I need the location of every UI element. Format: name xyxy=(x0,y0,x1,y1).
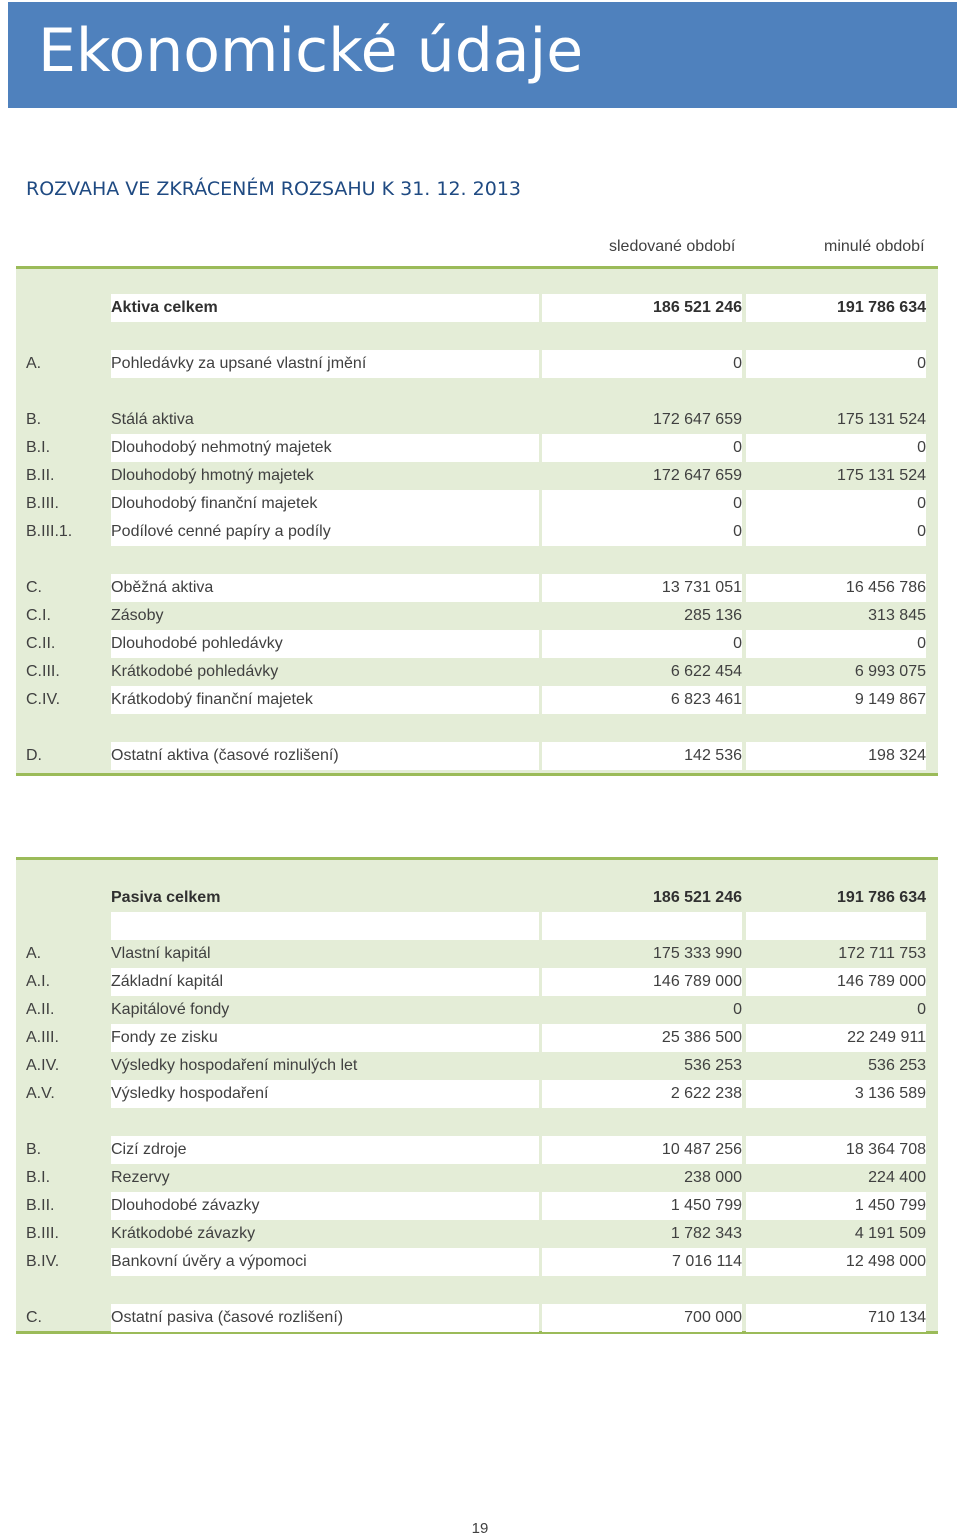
liabilities-code xyxy=(26,884,110,912)
assets-prev: 198 324 xyxy=(746,742,926,770)
liabilities-cur: 25 386 500 xyxy=(542,1024,742,1052)
liabilities-code: B. xyxy=(26,1141,42,1158)
assets-code: D. xyxy=(26,747,42,764)
liabilities-cur: 1 782 343 xyxy=(670,1225,742,1242)
liabilities-cur: 0 xyxy=(733,1001,742,1018)
liabilities-code: C. xyxy=(26,1309,42,1326)
liabilities-row xyxy=(16,996,938,1024)
column-header-current: sledované období xyxy=(609,238,736,255)
liabilities-row xyxy=(16,1192,938,1220)
assets-label: Zásoby xyxy=(111,607,164,624)
liabilities-code: B.IV. xyxy=(26,1253,60,1270)
liabilities-code: A.I. xyxy=(26,973,51,990)
liabilities-row xyxy=(16,1248,938,1276)
assets-cur: 142 536 xyxy=(542,742,742,770)
assets-code: B.I. xyxy=(26,439,51,456)
liabilities-row xyxy=(16,968,938,996)
assets-prev: 16 456 786 xyxy=(746,574,926,602)
assets-cur: 0 xyxy=(542,518,742,546)
assets-code: C. xyxy=(26,579,42,596)
assets-prev: 175 131 524 xyxy=(837,411,926,428)
assets-label: Aktiva celkem xyxy=(111,294,539,322)
assets-code: B.II. xyxy=(26,467,55,484)
spacer-cell xyxy=(542,912,742,940)
liabilities-code: A. xyxy=(26,945,42,962)
assets-prev: 6 993 075 xyxy=(854,663,926,680)
liabilities-label: Výsledky hospodaření minulých let xyxy=(111,1057,358,1074)
assets-label: Podílové cenné papíry a podíly xyxy=(111,518,539,546)
assets-row xyxy=(16,574,938,602)
page-number: 19 xyxy=(471,1520,489,1537)
liabilities-row xyxy=(16,1304,938,1332)
liabilities-prev: 224 400 xyxy=(868,1169,926,1186)
assets-label: Dlouhodobý finanční majetek xyxy=(111,490,539,518)
liabilities-code: B.II. xyxy=(26,1197,55,1214)
assets-label: Ostatní aktiva (časové rozlišení) xyxy=(111,742,539,770)
liabilities-row xyxy=(16,940,938,968)
assets-code xyxy=(26,294,110,322)
liabilities-label: Cizí zdroje xyxy=(111,1136,539,1164)
assets-prev: 0 xyxy=(746,350,926,378)
assets-label: Stálá aktiva xyxy=(111,411,194,428)
liabilities-prev: 3 136 589 xyxy=(746,1080,926,1108)
assets-row xyxy=(16,350,938,378)
liabilities-row xyxy=(16,1024,938,1052)
liabilities-cur: 146 789 000 xyxy=(542,968,742,996)
liabilities-row xyxy=(16,1080,938,1108)
assets-label: Dlouhodobé pohledávky xyxy=(111,630,539,658)
liabilities-label: Ostatní pasiva (časové rozlišení) xyxy=(111,1304,539,1332)
liabilities-prev: 18 364 708 xyxy=(746,1136,926,1164)
assets-cur: 0 xyxy=(542,434,742,462)
assets-code: B. xyxy=(26,411,42,428)
liabilities-label: Fondy ze zisku xyxy=(111,1024,539,1052)
assets-label: Krátkodobé pohledávky xyxy=(111,663,279,680)
assets-cur: 285 136 xyxy=(684,607,742,624)
assets-code: C.II. xyxy=(26,635,56,652)
assets-cur: 6 823 461 xyxy=(542,686,742,714)
liabilities-cur: 7 016 114 xyxy=(542,1248,742,1276)
assets-code: A. xyxy=(26,355,42,372)
liabilities-label: Dlouhodobé závazky xyxy=(111,1192,539,1220)
assets-code: C.IV. xyxy=(26,691,61,708)
liabilities-label: Základní kapitál xyxy=(111,968,539,996)
page-title: Ekonomické údaje xyxy=(38,16,584,86)
liabilities-prev: 22 249 911 xyxy=(746,1024,926,1052)
liabilities-code: A.IV. xyxy=(26,1057,60,1074)
liabilities-prev: 0 xyxy=(917,1001,926,1018)
assets-row xyxy=(16,742,938,770)
liabilities-prev: 146 789 000 xyxy=(746,968,926,996)
assets-label: Pohledávky za upsané vlastní jmění xyxy=(111,350,539,378)
liabilities-row xyxy=(16,1220,938,1248)
assets-row xyxy=(16,490,938,518)
liabilities-cur: 1 450 799 xyxy=(542,1192,742,1220)
liabilities-label: Výsledky hospodaření xyxy=(111,1080,539,1108)
assets-prev: 191 786 634 xyxy=(746,294,926,322)
liabilities-label: Kapitálové fondy xyxy=(111,1001,230,1018)
liabilities-code: B.I. xyxy=(26,1169,51,1186)
liabilities-row xyxy=(16,1052,938,1080)
liabilities-cur: 238 000 xyxy=(684,1169,742,1186)
liabilities-label: Rezervy xyxy=(111,1169,170,1186)
liabilities-prev: 172 711 753 xyxy=(838,945,926,962)
liabilities-code: A.V. xyxy=(26,1085,55,1102)
liabilities-label: Pasiva celkem xyxy=(111,889,221,906)
assets-prev: 9 149 867 xyxy=(746,686,926,714)
spacer-cell xyxy=(746,912,926,940)
assets-row xyxy=(16,686,938,714)
assets-label: Oběžná aktiva xyxy=(111,574,539,602)
assets-cur: 172 647 659 xyxy=(653,467,742,484)
assets-row xyxy=(16,602,938,630)
liabilities-label: Krátkodobé závazky xyxy=(111,1225,256,1242)
assets-row xyxy=(16,462,938,490)
assets-label: Dlouhodobý hmotný majetek xyxy=(111,467,314,484)
assets-label: Dlouhodobý nehmotný majetek xyxy=(111,434,539,462)
liabilities-cur: 536 253 xyxy=(684,1057,742,1074)
header-banner xyxy=(8,2,957,108)
liabilities-code: B.III. xyxy=(26,1225,59,1242)
liabilities-cur: 10 487 256 xyxy=(542,1136,742,1164)
assets-row xyxy=(16,658,938,686)
liabilities-prev: 536 253 xyxy=(868,1057,926,1074)
liabilities-row xyxy=(16,1164,938,1192)
liabilities-cur: 700 000 xyxy=(542,1304,742,1332)
assets-table xyxy=(16,266,938,776)
assets-code: C.III. xyxy=(26,663,60,680)
liabilities-label: Bankovní úvěry a výpomoci xyxy=(111,1248,539,1276)
assets-row xyxy=(16,434,938,462)
liabilities-prev: 191 786 634 xyxy=(837,889,926,906)
assets-cur: 0 xyxy=(542,630,742,658)
assets-row xyxy=(16,630,938,658)
spacer-cell xyxy=(111,912,539,940)
assets-code: C.I. xyxy=(26,607,51,624)
assets-code: B.III.1. xyxy=(26,523,73,540)
liabilities-cur: 186 521 246 xyxy=(653,889,742,906)
liabilities-row xyxy=(16,884,938,912)
liabilities-prev: 710 134 xyxy=(746,1304,926,1332)
assets-cur: 13 731 051 xyxy=(542,574,742,602)
liabilities-cur: 2 622 238 xyxy=(542,1080,742,1108)
assets-row xyxy=(16,294,938,322)
assets-prev: 0 xyxy=(746,630,926,658)
assets-row xyxy=(16,518,938,546)
liabilities-table xyxy=(16,857,938,1334)
assets-prev: 313 845 xyxy=(868,607,926,624)
liabilities-code: A.III. xyxy=(26,1029,59,1046)
assets-prev: 0 xyxy=(746,518,926,546)
assets-cur: 0 xyxy=(542,490,742,518)
liabilities-cur: 175 333 990 xyxy=(653,945,742,962)
section-title: ROZVAHA VE ZKRÁCENÉM ROZSAHU K 31. 12. 2013 xyxy=(26,178,521,200)
liabilities-prev: 4 191 509 xyxy=(854,1225,926,1242)
assets-prev: 175 131 524 xyxy=(837,467,926,484)
liabilities-label: Vlastní kapitál xyxy=(111,945,211,962)
assets-prev: 0 xyxy=(746,434,926,462)
assets-prev: 0 xyxy=(746,490,926,518)
assets-cur: 186 521 246 xyxy=(542,294,742,322)
assets-cur: 172 647 659 xyxy=(653,411,742,428)
liabilities-code: A.II. xyxy=(26,1001,55,1018)
liabilities-prev: 12 498 000 xyxy=(746,1248,926,1276)
liabilities-spacer-row xyxy=(16,912,938,940)
assets-code: B.III. xyxy=(26,495,59,512)
assets-label: Krátkodobý finanční majetek xyxy=(111,686,539,714)
liabilities-prev: 1 450 799 xyxy=(746,1192,926,1220)
column-header-previous: minulé období xyxy=(824,238,925,255)
assets-cur: 6 622 454 xyxy=(670,663,742,680)
liabilities-row xyxy=(16,1136,938,1164)
assets-cur: 0 xyxy=(542,350,742,378)
assets-row xyxy=(16,406,938,434)
